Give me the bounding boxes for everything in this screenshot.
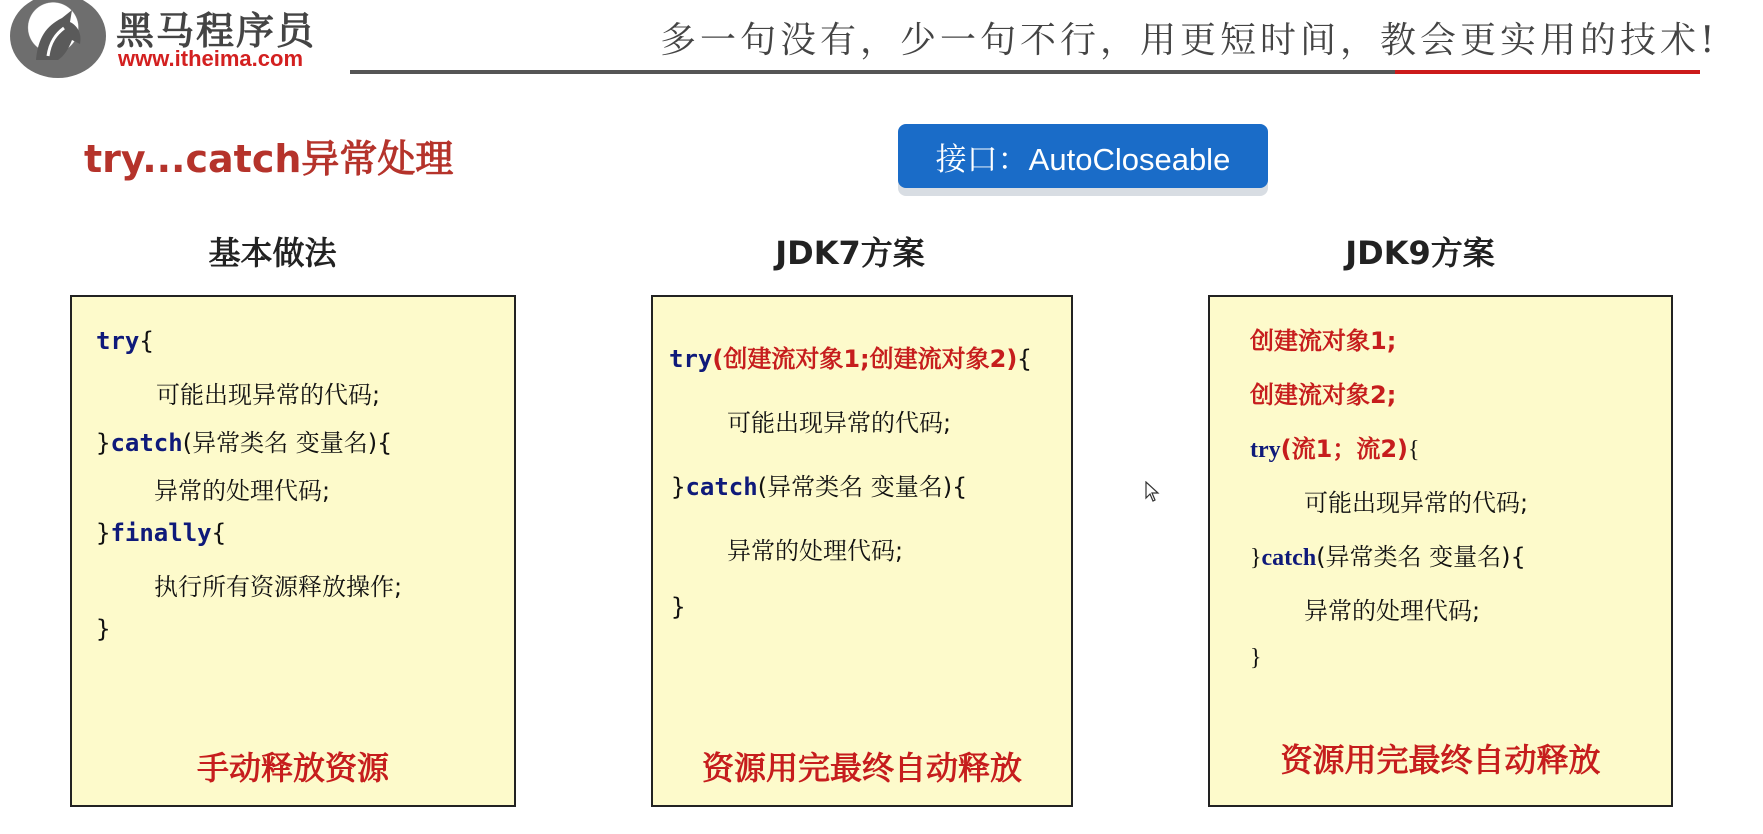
code-resources: (流1；流2) [1280,435,1408,463]
keyword-try: try [1250,437,1281,463]
code-line: 可能出现异常的代码; [156,381,381,409]
code-text: } [96,429,111,457]
code-text: } [96,519,111,547]
logo-website: www.itheima.com [118,46,304,71]
header-slogan: 多一句没有，少一句不行，用更短时间，教会更实用的技术! [660,20,1719,61]
code-text: (异常类名 变量名){ [1316,543,1526,571]
brand-logo [8,0,338,78]
code-text: { [1017,345,1032,373]
keyword-catch: catch [110,429,183,457]
code-line [1250,537,1526,572]
column-title-jdk9: JDK9方案 [1345,234,1495,272]
code-line [96,519,226,547]
code-text: } [671,473,686,501]
autocloseable-interface-button[interactable]: 接口：AutoCloseable [898,124,1268,188]
keyword-try: try [669,345,713,373]
code-line: } [1250,645,1262,671]
code-line: 创建流对象1; [1250,327,1397,355]
code-line: 可能出现异常的代码; [1304,489,1529,517]
code-resources: (创建流对象1;创建流对象2) [712,345,1018,373]
logo-brand-name: 黑马程序员 [116,9,317,53]
panel-footer-note: 资源用完最终自动释放 [701,749,1022,787]
keyword-catch: catch [685,473,758,501]
code-line: } [96,615,111,643]
code-line: 执行所有资源释放操作; [154,573,403,601]
column-title-jdk7: JDK7方案 [775,234,925,272]
code-line: 可能出现异常的代码; [727,409,952,437]
code-line: 异常的处理代码; [154,477,331,505]
code-text: { [1408,437,1420,463]
keyword-finally: finally [110,519,212,547]
keyword-try: try [96,327,140,355]
code-text: { [139,327,154,355]
keyword-catch: catch [1261,545,1317,571]
code-line [1250,429,1420,464]
code-text: { [211,519,227,547]
column-title-basic: 基本做法 [208,234,337,272]
code-panel-jdk9 [1208,295,1673,807]
code-panel-basic [70,295,516,807]
page-title: try...catch异常处理 [84,137,454,181]
horse-logo-icon [10,0,106,78]
code-line: } [671,593,686,621]
code-text: (异常类名 变量名){ [757,473,968,501]
code-line: 异常的处理代码; [1304,597,1481,625]
code-line [669,339,1032,374]
header-divider [350,70,1395,74]
panel-footer-note: 手动释放资源 [196,749,389,787]
mouse-cursor-icon [1145,481,1161,507]
code-line [96,423,392,458]
code-line [96,327,154,355]
code-line [671,467,967,502]
panel-footer-note: 资源用完最终自动释放 [1280,741,1601,779]
header-divider-accent [1395,70,1700,74]
code-text: } [1250,545,1262,571]
code-text: (异常类名 变量名){ [182,429,393,457]
code-line: 异常的处理代码; [727,537,904,565]
code-line: 创建流对象2; [1250,381,1397,409]
code-panel-jdk7 [651,295,1073,807]
